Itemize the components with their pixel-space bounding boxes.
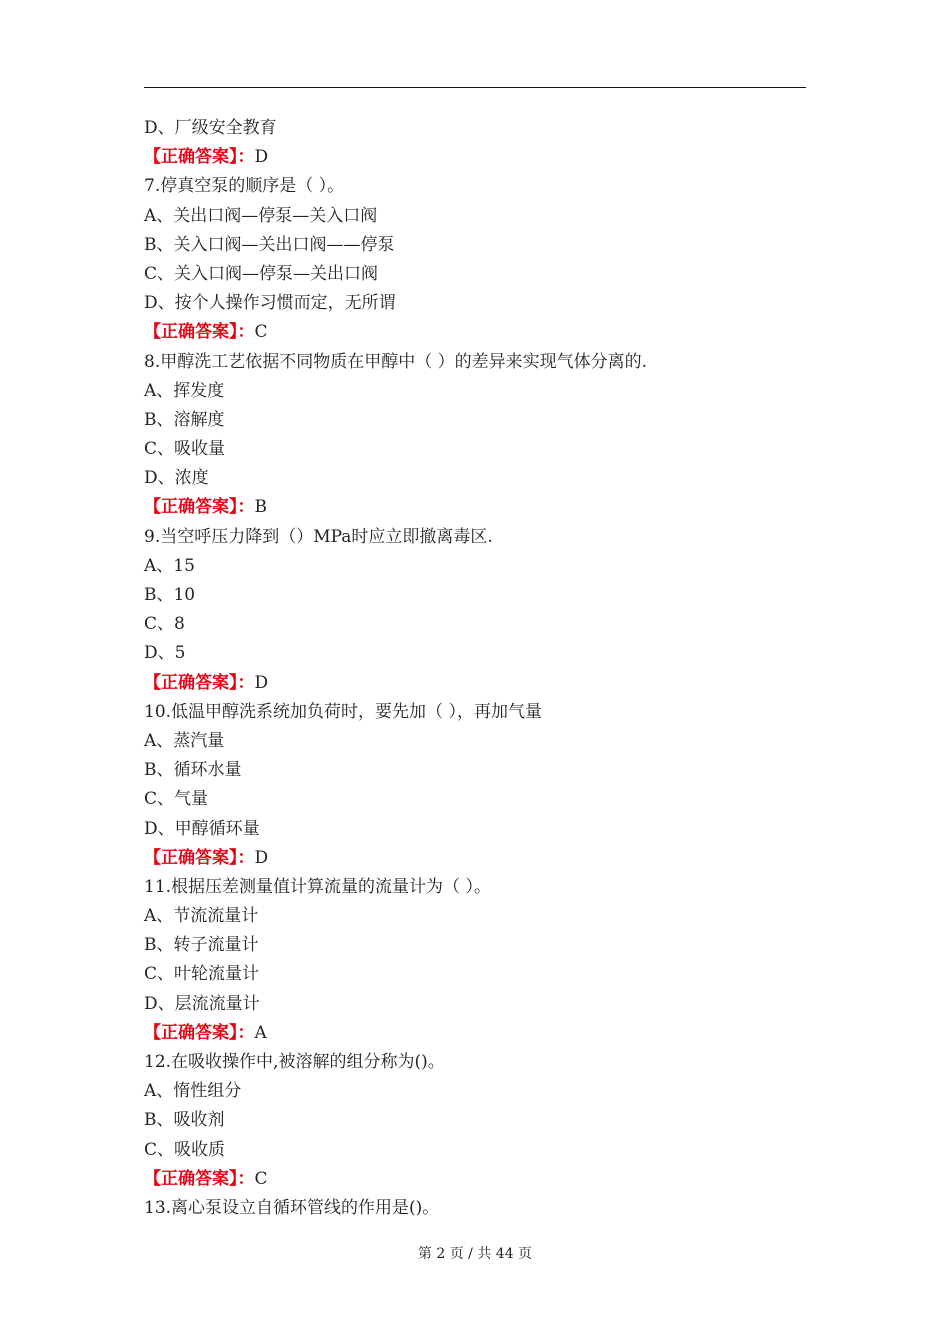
answer-label: 【正确答案】：: [144, 1168, 255, 1189]
answer-line: [144, 143, 806, 172]
answer-line: [144, 318, 806, 347]
page-footer: 第 2 页 / 共 44 页: [417, 1246, 533, 1262]
option-text: C、吸收质: [144, 1139, 226, 1160]
question-text: 11.根据压差测量值计算流量的流量计为（ ）。: [144, 876, 491, 897]
option-text: D、5: [144, 643, 186, 664]
answer-line: [144, 1165, 806, 1194]
answer-label: 【正确答案】：: [144, 497, 255, 518]
answer-label: 【正确答案】：: [144, 847, 255, 868]
question-text: 8.甲醇洗工艺依据不同物质在甲醇中（ ）的差异来实现气体分离的.: [144, 351, 648, 372]
answer-line: [144, 1019, 806, 1048]
option-text: A、15: [144, 555, 195, 576]
answer-line: [144, 669, 806, 698]
option-text: B、转子流量计: [144, 935, 259, 956]
answer-value: B: [254, 497, 267, 518]
question-text: 12.在吸收操作中,被溶解的组分称为()。: [144, 1052, 445, 1072]
answer-line: [144, 493, 806, 522]
option-text: B、吸收剂: [144, 1110, 225, 1131]
option-text: B、循环水量: [144, 760, 242, 781]
option-text: D、层流流量计: [144, 993, 260, 1014]
option-text: C、叶轮流量计: [144, 964, 260, 985]
question-text: 13.离心泵设立自循环管线的作用是()。: [144, 1197, 440, 1218]
answer-label: 【正确答案】：: [144, 322, 255, 343]
option-text: C、关入口阀—停泵—关出口阀: [144, 263, 379, 284]
answer-line: [144, 844, 806, 873]
option-text: A、关出口阀—停泵—关入口阀: [144, 205, 378, 226]
option-text: A、节流流量计: [144, 906, 259, 927]
option-text: A、蒸汽量: [144, 730, 225, 751]
option-text: D、按个人操作习惯而定，无所谓: [144, 293, 396, 314]
option-text: D、厂级安全教育: [144, 118, 277, 138]
option-text: A、挥发度: [144, 380, 225, 401]
option-text: A、惰性组分: [144, 1081, 242, 1102]
option-text: D、浓度: [144, 468, 209, 489]
document-body: [144, 114, 806, 1223]
option-text: C、吸收量: [144, 439, 226, 460]
option-text: C、气量: [144, 789, 209, 810]
answer-value: C: [254, 1168, 268, 1189]
question-text: 10.低温甲醇洗系统加负荷时，要先加（ ），再加气量: [144, 701, 542, 722]
option-text: B、关入口阀—关出口阀——停泵: [144, 234, 395, 255]
answer-value: D: [254, 672, 269, 693]
question-text: 9.当空呼压力降到（）MPa时应立即撤离毒区.: [144, 526, 493, 547]
answer-value: A: [254, 1022, 267, 1043]
option-text: B、10: [144, 585, 196, 605]
answer-value: C: [254, 322, 268, 343]
option-text: B、溶解度: [144, 409, 225, 430]
header-rule: [144, 87, 806, 88]
answer-label: 【正确答案】：: [144, 147, 255, 168]
answer-label: 【正确答案】：: [144, 1022, 255, 1043]
answer-value: D: [254, 847, 269, 868]
option-text: C、8: [144, 614, 185, 635]
answer-label: 【正确答案】：: [144, 672, 255, 693]
question-text: 7.停真空泵的顺序是（ ）。: [144, 176, 345, 197]
answer-value: D: [254, 147, 269, 168]
option-text: D、甲醇循环量: [144, 818, 260, 839]
